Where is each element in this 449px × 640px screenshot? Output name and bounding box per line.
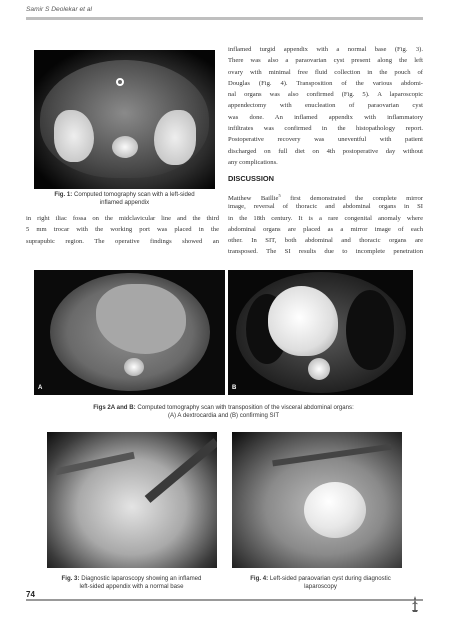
text-line: image, reversal of thoracic and abdominal organs in SI	[228, 203, 423, 211]
figure-2-label: Figs 2A and B:	[93, 404, 136, 411]
discussion-line-1-rest: first demonstrated the complete mirror	[280, 195, 423, 202]
figure-2-caption	[34, 404, 413, 420]
laparoscopic-instrument	[55, 452, 135, 475]
figure-4-caption-line-1: Left-sided paraovarian cyst during diagnostic	[269, 575, 391, 582]
figure-2-caption-line-2: (A) A dextrocardia and (B) confirming SIT	[167, 412, 280, 419]
text-line: in the 18th century. It is a rare congenital anomaly where	[228, 214, 423, 222]
text-line	[228, 190, 423, 201]
paraovarian-cyst	[304, 482, 366, 538]
discussion-heading: DISCUSSION	[228, 174, 274, 183]
ct-spine	[124, 358, 144, 376]
figure-1-ct-image	[34, 50, 215, 189]
text-line: transposed. The SI results due to incomplete penetration	[228, 248, 423, 256]
figure-3-laparoscopy-image	[47, 432, 217, 568]
figure-2b-ct-image	[228, 270, 413, 395]
text-line: inflamed turgid appendix with a normal base (Fig. 3).	[228, 46, 423, 53]
citation-superscript: 5	[278, 193, 281, 198]
text-line: suprapubic region. The operative findings showed an	[26, 237, 219, 245]
text-line: discharged on full diet on 4th postoperative day without	[228, 147, 423, 155]
ct-spine	[112, 136, 138, 158]
text-line: was done. An inflamed appendix with inflammatory	[228, 113, 423, 121]
text-line: appendectomy with enucleation of paraovarian cyst	[228, 102, 423, 110]
figure-1-caption-line-2: inflamed appendix	[99, 199, 150, 206]
ct-lung-right	[346, 290, 394, 370]
text-line: other. In SIT, both abdominal and thoracic organs are	[228, 237, 423, 245]
figure-3-label: Fig. 3:	[61, 575, 80, 582]
text-line: ovary with minimal free fluid collection in the pouch of	[228, 68, 423, 76]
ct-pelvic-bone-right	[154, 110, 196, 165]
figure-4-laparoscopy-image	[232, 432, 402, 568]
left-column-paragraph	[26, 213, 219, 247]
panel-label-a: A	[38, 385, 43, 391]
running-header: Samir S Deolekar et al	[26, 6, 92, 13]
figure-2-caption-line-1: Computed tomography scan with transposition of the visceral abdominal organs:	[137, 404, 354, 411]
discussion-paragraph	[228, 190, 423, 258]
right-column-paragraph	[228, 44, 423, 168]
laparoscopic-instrument	[145, 438, 217, 503]
figure-2a-ct-image	[34, 270, 225, 395]
ct-appendix-marker	[116, 78, 124, 86]
figure-1-caption-line-1: Computed tomography scan with a left-sided	[74, 191, 195, 198]
panel-label-b: B	[232, 385, 237, 391]
text-line: any complications.	[228, 158, 278, 166]
laparoscopic-instrument	[272, 444, 392, 467]
text-line: There was also a paraovarian cyst present along the left	[228, 57, 423, 65]
ct-spine	[308, 358, 330, 380]
figure-1-caption	[34, 191, 215, 207]
figure-4-label: Fig. 4:	[250, 575, 269, 582]
text-line: nal organs was also confirmed (Fig. 5). A laparoscopic	[228, 91, 423, 99]
header-rule	[26, 17, 423, 20]
page-number: 74	[26, 590, 35, 599]
publisher-logo-icon	[411, 595, 419, 613]
figure-4-caption	[228, 575, 413, 591]
figure-1-label: Fig. 1:	[54, 191, 73, 198]
text-line: 5 mm trocar with the working port was placed in the	[26, 226, 219, 234]
footer-rule	[26, 599, 423, 601]
text-line: infiltrates was confirmed in the histopathology report.	[228, 125, 423, 133]
text-line: abdominal organs are placed as a mirror image of each	[228, 225, 423, 233]
text-line: Postoperative recovery was uneventful with patient	[228, 136, 423, 144]
figure-3-caption-line-2: left-sided appendix with a normal base	[79, 583, 184, 590]
ct-heart	[268, 286, 338, 356]
figure-4-caption-line-2: laparoscopy	[304, 583, 337, 590]
text-line: in right iliac fossa on the midclavicular line and the third	[26, 215, 219, 222]
figure-3-caption	[34, 575, 229, 591]
text-line: Douglas (Fig. 4). Transposition of the various abdomi-	[228, 79, 423, 87]
discussion-author-name: Matthew Baillie	[228, 195, 279, 202]
figure-3-caption-line-1: Diagnostic laparoscopy showing an inflamed	[81, 575, 202, 582]
